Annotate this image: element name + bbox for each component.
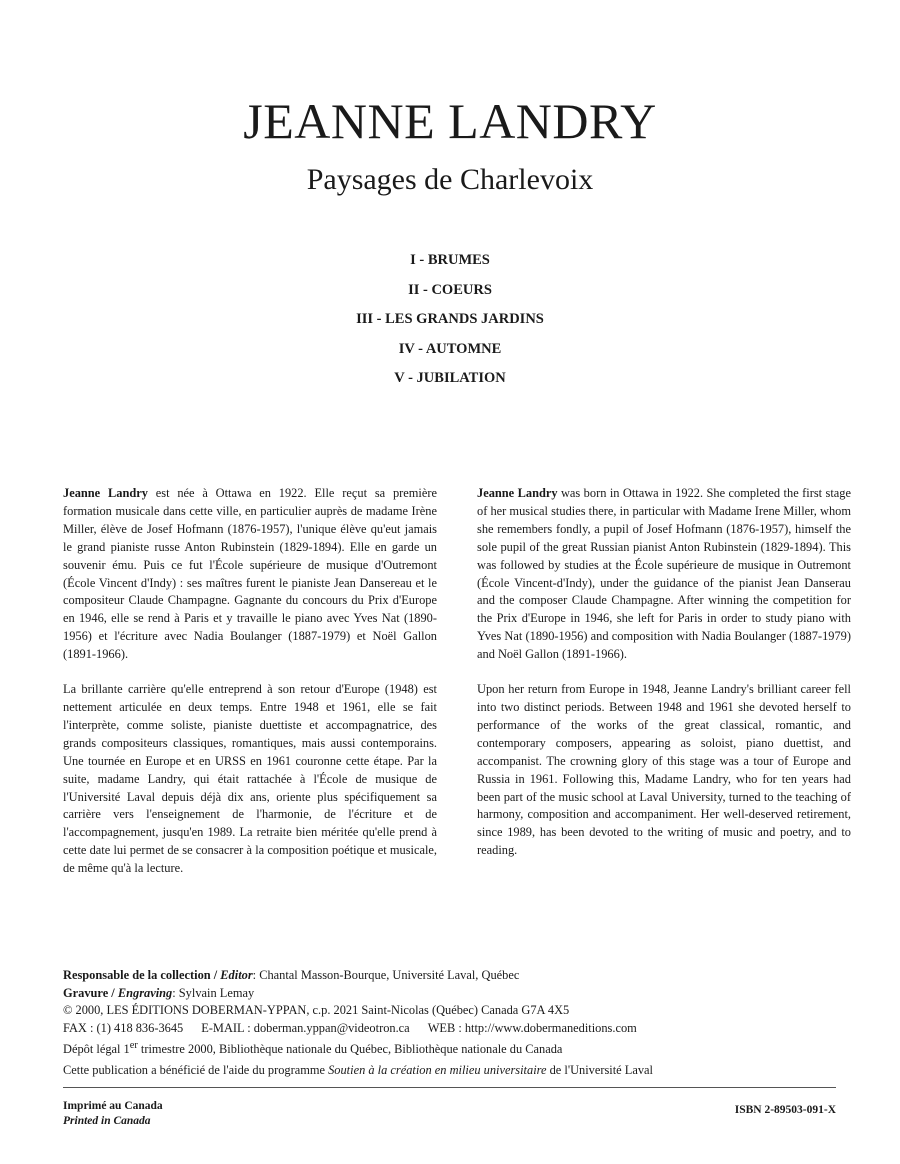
movement-item: II - COEURS [408, 281, 492, 298]
bio-fr-p1-text: est née à Ottawa en 1922. Elle reçut sa première formation musicale dans cette ville, en particulier auprès de madame Irène Miller, élève de Josef Hofmann (1876-1957), l'unique élève qu'eut jamais le grand pianiste russe Anton Rubinstein (1829-1894). Elle en garde un souvenir ému. Puis ce fut l'École supérieure de musique d'Outremont (École Vincent d'Indy) : ses maîtres furent le pianiste Jean Dansereau et le compositeur Claude Champagne. Gagnante du concours du Prix d'Europe en 1946, elle se rend à Paris et y travaille le piano avec Yves Nat (1890-1956) et l'écriture avec Nadia Boulanger (1887-1979) et Noël Gallon (1891-1966). [63, 486, 437, 662]
publisher-line: © 2000, LES ÉDITIONS DOBERMAN-YPPAN, c.p. 2021 Saint-Nicolas (Québec) Canada G7A 4X5 [63, 1003, 570, 1017]
isbn: ISBN 2-89503-091-X [734, 1104, 836, 1116]
legal-text-a: Dépôt légal 1 [63, 1042, 130, 1057]
engraving-value: : Sylvain Lemay [172, 985, 255, 1000]
website: WEB : http://www.dobermaneditions.com [427, 1020, 637, 1035]
legal-superscript: er [129, 1040, 138, 1051]
editor-label-en: Editor [220, 968, 253, 982]
movement-item: IV - AUTOMNE [398, 340, 502, 357]
biography-french [63, 485, 437, 895]
biography-english [477, 485, 851, 877]
editor-value: : Chantal Masson-Bourque, Université Laval, Québec [252, 968, 520, 982]
bio-en-p1-text: was born in Ottawa in 1922. She completed the first stage of her musical studies there, in particular with Madame Irene Miller, whom she remembers fondly, a pupil of Josef Hofmann (1876-1957), himself the sole pupil of the great Russian pianist Anton Rubinstein (1829-1894). This was followed by studies at the École supérieure de musique in Outremont (École Vincent-d'Indy), under the guidance of the pianist Jean Danserau and the composer Claude Champagne. After winning the competition for the Prix d'Europe in 1946, she left for Paris in order to study piano with Yves Nat (1890-1956) and composition with Nadia Boulanger (1887-1979) and Noël Gallon (1891-1966). [477, 486, 851, 662]
legal-text-b: trimestre 2000, Bibliothèque nationale du Québec, Bibliothèque nationale du Canada [137, 1042, 563, 1057]
bio-en-name: Jeanne Landry [477, 486, 558, 500]
bio-en-paragraph-1 [477, 485, 851, 664]
bio-fr-name: Jeanne Landry [63, 486, 148, 500]
composer-name: JEANNE LANDRY [243, 93, 657, 149]
footer-divider [63, 1087, 836, 1088]
printed-in [63, 1099, 163, 1129]
movement-item: III - LES GRANDS JARDINS [356, 311, 544, 327]
support-text-a: Cette publication a bénéficié de l'aide du programme [63, 1062, 329, 1077]
support-program: Soutien à la création en milieu universitaire [328, 1062, 547, 1077]
engraving-credit [63, 985, 843, 1003]
bio-fr-paragraph-1 [63, 485, 437, 664]
editor-label-fr: Responsable de la collection [63, 968, 211, 982]
contact-line [63, 1020, 843, 1038]
printed-fr: Imprimé au Canada [63, 1100, 163, 1112]
movement-item: I - BRUMES [410, 252, 490, 268]
credits-block [63, 967, 843, 1079]
bio-fr-paragraph-2: La brillante carrière qu'elle entreprend à son retour d'Europe (1948) est nettement articulée en deux temps. Entre 1948 et 1961, elle se fait l'interprète, comme soliste, pianiste duettiste et accompagnatrice, des grands compositeurs classiques, romantiques, mais aussi contemporains. Une tournée en Europe et en URSS en 1961 couronne cette étape. Par la suite, madame Landry, qui était rattachée à l'École de musique de l'Université Laval depuis déjà dix ans, oriente plus spécifiquement sa carrière vers l'enseignement de l'harmonie, de l'écriture et de l'accompagnement, jusqu'en 1989. La retraite bien méritée qu'elle prend à cette date lui permet de se consacrer à la composition poétique et musicale, de même qu'à la lecture. [63, 682, 437, 876]
engraving-label-en: Engraving [117, 985, 173, 1000]
editor-sep: / [210, 968, 221, 982]
printed-en: Printed in Canada [63, 1115, 151, 1127]
editor-credit [63, 967, 843, 985]
movement-item: V - JUBILATION [394, 370, 506, 386]
support-note [63, 1062, 843, 1080]
email-address: E-MAIL : doberman.yppan@videotron.ca [201, 1020, 410, 1035]
engraving-label-fr: Gravure [63, 985, 109, 1000]
work-title: Paysages de Charlevoix [306, 163, 594, 196]
movement-list [0, 251, 900, 399]
fax-number: FAX : (1) 418 836-3645 [63, 1020, 184, 1035]
support-text-b: de l'Université Laval [546, 1062, 653, 1077]
legal-deposit [63, 1037, 843, 1059]
engraving-sep: / [108, 985, 118, 1000]
bio-en-paragraph-2: Upon her return from Europe in 1948, Jeanne Landry's brilliant career fell into two distinct periods. Between 1948 and 1961 she devoted herself to performance of the works of the great classical, romantic, and contemporary composers, appearing as soloist, piano duettist, and accompanist. The crowning glory of this stage was a tour of Europe and Russia in 1961. Following this, Madame Landry, who for ten years had been part of the music school at Laval University, turned to the teaching of harmony, composition and accompaniment. Her well-deserved retirement, since 1989, has been devoted to the writing of music and poetry, and to reading. [477, 682, 851, 858]
